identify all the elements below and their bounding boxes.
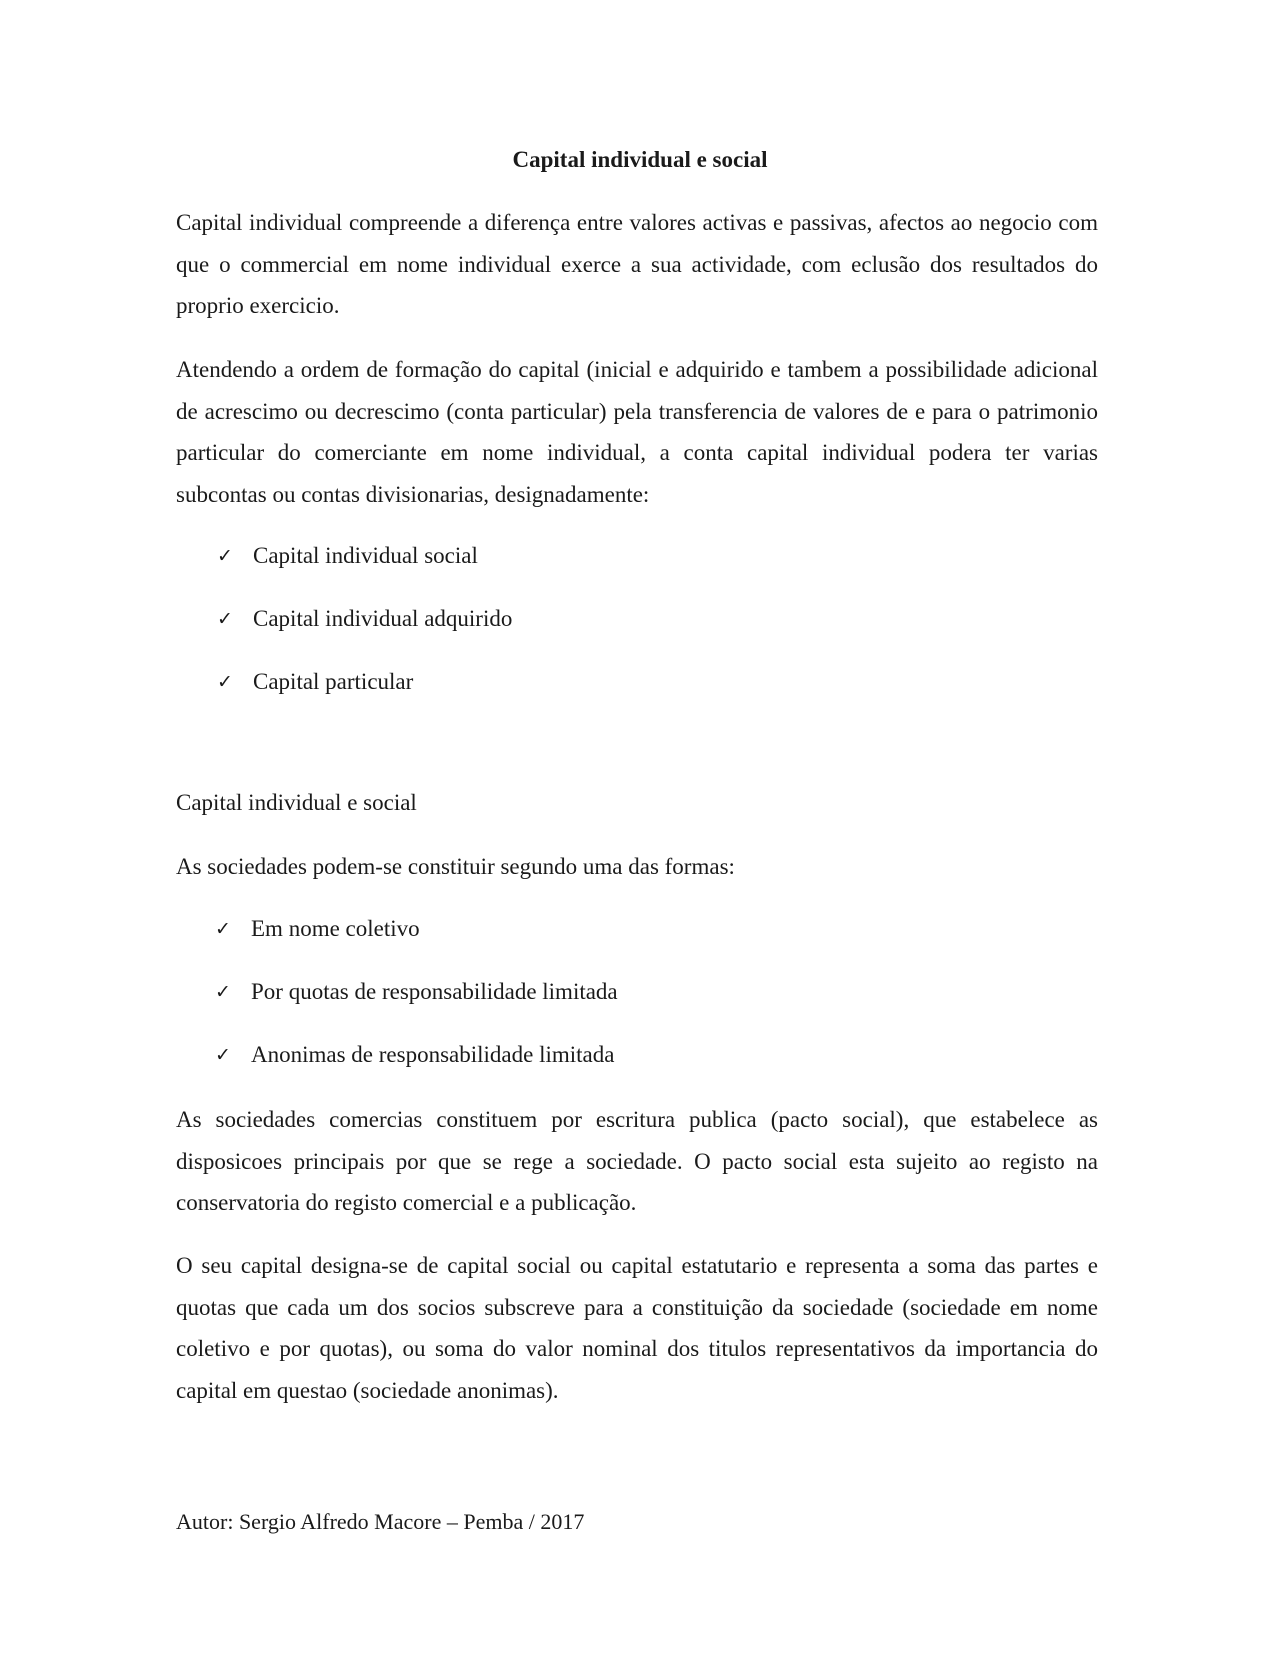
list-item-label: Capital individual adquirido: [253, 606, 513, 631]
checkmark-icon: ✓: [217, 545, 233, 567]
checkmark-icon: ✓: [215, 981, 231, 1003]
paragraph-pacto-social: As sociedades comercias constituem por escritura publica (pacto social), que estabelece as disposicoes principais por que se rege a sociedade. O pacto social esta sujeito ao registo na conservatoria do registo comercial e a publicação.: [176, 1107, 1098, 1215]
document-title: Capital individual e social: [512, 147, 768, 172]
list-item-label: Por quotas de responsabilidade limitada: [251, 979, 618, 1004]
list-item-label: Capital particular: [253, 669, 414, 694]
author-footer: Autor: Sergio Alfredo Macore – Pemba / 2017: [176, 1509, 585, 1534]
list-item-label: Anonimas de responsabilidade limitada: [251, 1042, 615, 1067]
list-item-label: Capital individual social: [253, 543, 478, 568]
checkmark-icon: ✓: [217, 608, 233, 630]
paragraph-formacao-capital: Atendendo a ordem de formação do capital (inicial e adquirido e tambem a possibilidade adicional de acrescimo ou decrescimo (conta particular) pela transferencia de valores de e para o patrimonio particular do comerciante em nome individual, a conta capital individual podera ter varias subcontas ou contas divisionarias, designadamente:: [176, 357, 1098, 507]
checkmark-icon: ✓: [215, 1044, 231, 1066]
paragraph-capital-social: O seu capital designa-se de capital social ou capital estatutario e representa a soma das partes e quotas que cada um dos socios subscreve para a constituição da sociedade (sociedade em nome coletivo e por quotas), ou soma do valor nominal dos titulos representativos da importancia do capital em questao (sociedade anonimas).: [176, 1253, 1098, 1403]
checkmark-icon: ✓: [217, 671, 233, 693]
section-intro: As sociedades podem-se constituir segundo uma das formas:: [176, 854, 735, 879]
section-heading: Capital individual e social: [176, 790, 417, 815]
checkmark-icon: ✓: [215, 918, 231, 940]
list-item-label: Em nome coletivo: [251, 916, 420, 941]
paragraph-capital-individual: Capital individual compreende a diferença entre valores activas e passivas, afectos ao negocio com que o commercial em nome individual exerce a sua actividade, com eclusão dos resultados do proprio exercicio.: [176, 210, 1098, 318]
